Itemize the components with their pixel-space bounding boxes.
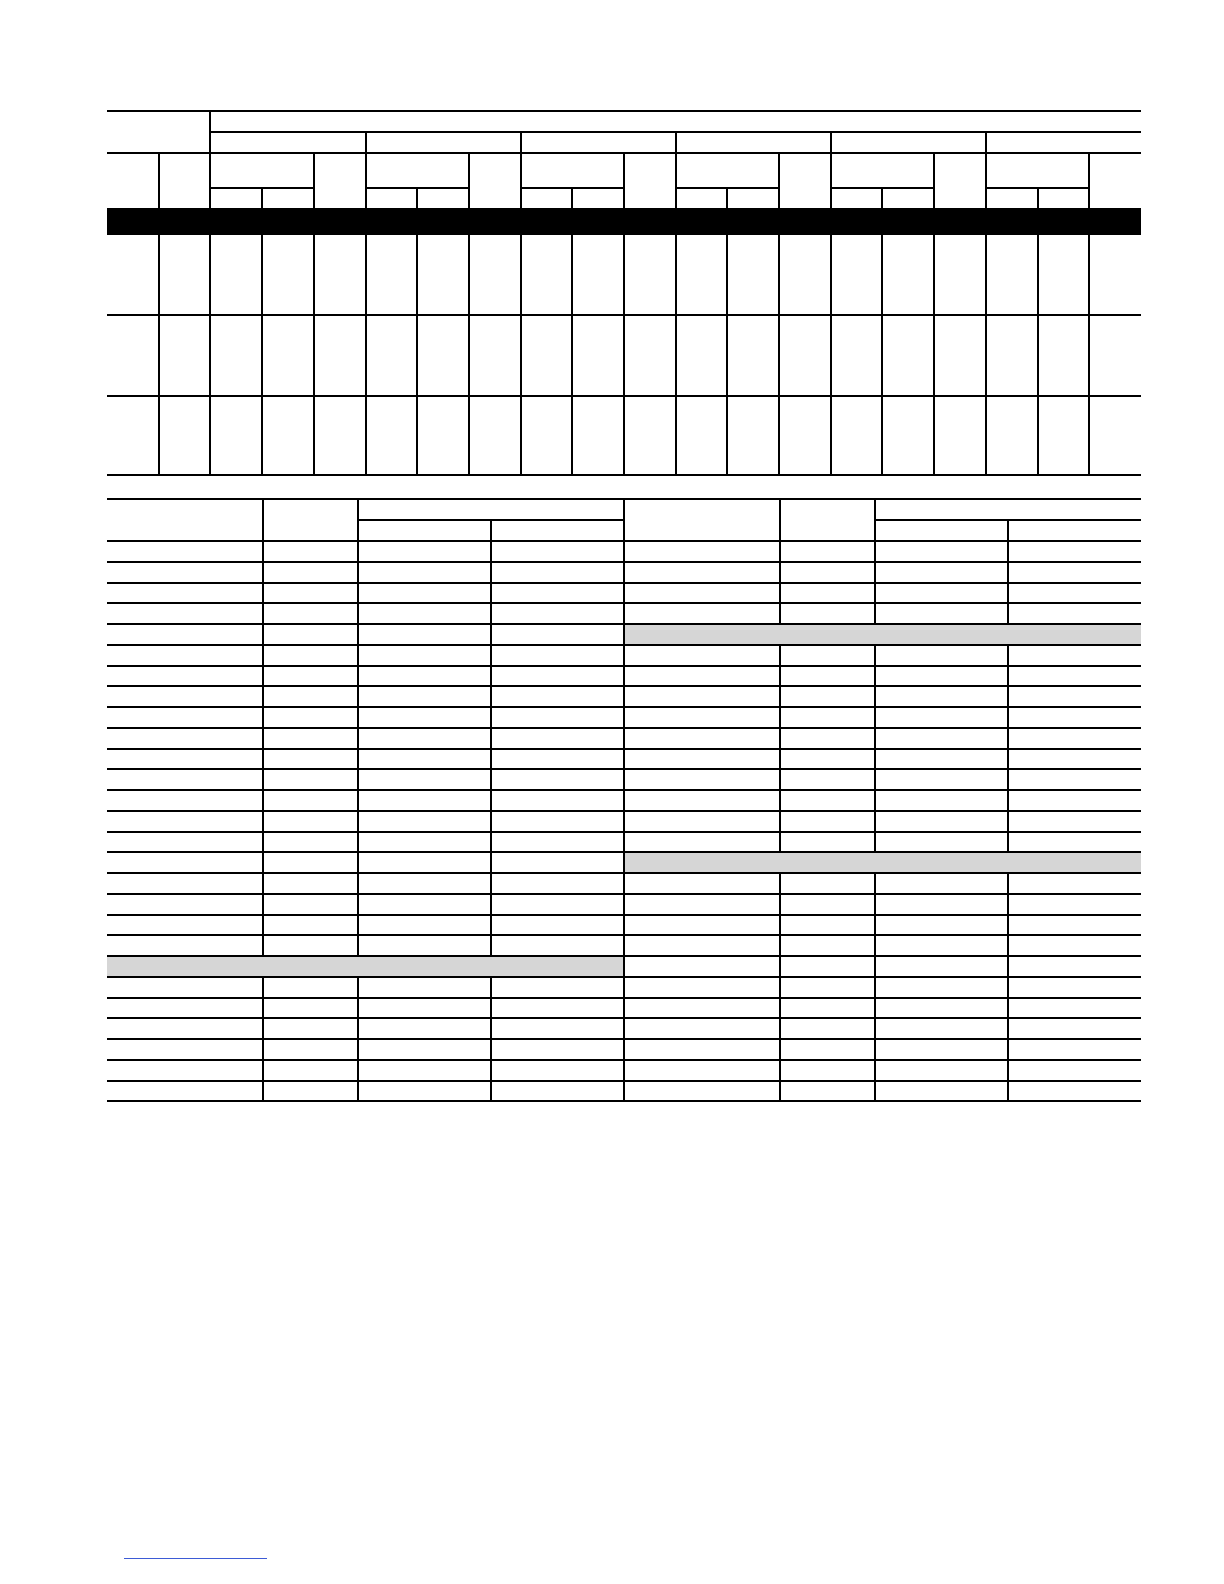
bottom-right-col-rule xyxy=(874,1059,876,1080)
bottom-header-separator xyxy=(874,498,876,540)
subgroup-separator xyxy=(1088,152,1090,208)
top-table-body-col-rule xyxy=(933,235,935,475)
bottom-left-col-rule xyxy=(262,934,264,955)
bottom-left-col-rule xyxy=(357,561,359,582)
table-row xyxy=(107,914,1141,916)
bottom-right-col-rule xyxy=(1007,955,1009,976)
bottom-left-col-rule xyxy=(262,748,264,769)
bottom-left-col-rule xyxy=(262,789,264,810)
top-table-body-col-rule xyxy=(778,235,780,475)
bottom-middle-rule xyxy=(623,1080,625,1101)
bottom-left-col-rule xyxy=(357,976,359,997)
bottom-right-col-rule xyxy=(779,1017,781,1038)
bottom-right-col-rule xyxy=(1007,997,1009,1018)
table-row xyxy=(107,685,1141,687)
bottom-middle-rule xyxy=(623,623,625,644)
table-row xyxy=(107,1080,1141,1082)
bottom-left-col-rule xyxy=(262,810,264,831)
bottom-right-col-rule xyxy=(779,706,781,727)
bottom-right-col-rule xyxy=(874,810,876,831)
bottom-right-col-rule xyxy=(779,748,781,769)
bottom-middle-rule xyxy=(623,997,625,1018)
bottom-middle-rule xyxy=(623,851,625,872)
bottom-right-col-rule xyxy=(874,789,876,810)
bottom-middle-rule xyxy=(623,727,625,748)
table-row xyxy=(107,997,1141,999)
top-table-body-col-rule xyxy=(571,235,573,475)
top-table-body-col-rule xyxy=(1088,235,1090,475)
bottom-right-col-rule xyxy=(1007,727,1009,748)
bottom-left-col-rule xyxy=(357,768,359,789)
top-table-body-col-rule xyxy=(520,235,522,475)
bottom-right-col-rule xyxy=(874,727,876,748)
bottom-left-col-rule xyxy=(262,1038,264,1059)
bottom-right-col-rule xyxy=(1007,582,1009,603)
bottom-right-col-rule xyxy=(779,1038,781,1059)
bottom-left-col-rule xyxy=(357,1059,359,1080)
bottom-middle-rule xyxy=(623,665,625,686)
bottom-right-col-rule xyxy=(874,893,876,914)
bottom-left-col-rule xyxy=(262,1017,264,1038)
bottom-left-col-rule xyxy=(357,685,359,706)
bottom-left-col-rule xyxy=(357,934,359,955)
bottom-middle-rule xyxy=(623,582,625,603)
bottom-left-col-rule xyxy=(490,768,492,789)
bottom-right-col-rule xyxy=(779,872,781,893)
bottom-right-col-rule xyxy=(1007,1017,1009,1038)
bottom-left-col-rule xyxy=(490,727,492,748)
bottom-right-col-rule xyxy=(779,665,781,686)
bottom-left-col-rule xyxy=(490,934,492,955)
bottom-right-col-rule xyxy=(1007,934,1009,955)
bottom-left-col-rule xyxy=(262,602,264,623)
bottom-left-col-rule xyxy=(490,1017,492,1038)
top-table-header-band xyxy=(107,208,1141,235)
top-table-body-col-rule xyxy=(468,235,470,475)
bottom-right-col-rule xyxy=(1007,540,1009,561)
bottom-left-col-rule xyxy=(490,831,492,852)
table-row xyxy=(107,706,1141,708)
bottom-right-col-rule xyxy=(779,955,781,976)
bottom-left-col-rule xyxy=(262,685,264,706)
bottom-left-col-rule xyxy=(357,997,359,1018)
bottom-middle-rule xyxy=(623,602,625,623)
bottom-left-col-rule xyxy=(490,789,492,810)
bottom-left-col-rule xyxy=(490,872,492,893)
bottom-header-separator xyxy=(262,498,264,540)
bottom-right-col-rule xyxy=(1007,810,1009,831)
bottom-left-col-rule xyxy=(490,893,492,914)
table-row xyxy=(107,976,1141,978)
top-table-body-col-rule xyxy=(261,235,263,475)
bottom-left-col-rule xyxy=(357,893,359,914)
table-row xyxy=(107,748,1141,750)
subgroup-separator xyxy=(313,152,315,208)
bottom-middle-rule xyxy=(623,955,625,976)
bottom-left-col-rule xyxy=(262,665,264,686)
bottom-middle-rule xyxy=(623,1017,625,1038)
top-table-body-col-rule xyxy=(209,235,211,475)
top-table-body-col-rule xyxy=(985,235,987,475)
bottom-left-col-rule xyxy=(262,644,264,665)
table-row xyxy=(107,540,1141,542)
bottom-middle-rule xyxy=(623,768,625,789)
bottom-left-col-rule xyxy=(262,872,264,893)
bottom-left-col-rule xyxy=(490,685,492,706)
bottom-left-col-rule xyxy=(262,768,264,789)
bottom-middle-rule xyxy=(623,976,625,997)
top-table-col-rule xyxy=(209,110,211,208)
bottom-middle-rule xyxy=(623,893,625,914)
bottom-left-col-rule xyxy=(357,582,359,603)
table-row xyxy=(107,623,1141,625)
bottom-right-col-rule xyxy=(1007,685,1009,706)
table-row xyxy=(107,644,1141,646)
bottom-left-col-rule xyxy=(357,623,359,644)
top-table-body-col-rule xyxy=(623,235,625,475)
subheader-separator xyxy=(726,187,728,208)
bottom-right-col-rule xyxy=(874,997,876,1018)
group-separator xyxy=(830,131,832,208)
bottom-right-col-rule xyxy=(874,934,876,955)
table-row xyxy=(107,768,1141,770)
bottom-left-col-rule xyxy=(490,748,492,769)
subgroup-separator xyxy=(778,152,780,208)
bottom-header-separator xyxy=(779,498,781,540)
bottom-right-col-rule xyxy=(1007,831,1009,852)
bottom-left-col-rule xyxy=(490,1080,492,1101)
table-row xyxy=(107,1038,1141,1040)
bottom-right-col-rule xyxy=(779,789,781,810)
bottom-middle-rule xyxy=(623,810,625,831)
bottom-right-col-rule xyxy=(779,934,781,955)
bottom-right-col-rule xyxy=(1007,872,1009,893)
bottom-middle-rule xyxy=(623,685,625,706)
bottom-left-col-rule xyxy=(357,602,359,623)
bottom-right-col-rule xyxy=(1007,893,1009,914)
top-table-body-col-rule xyxy=(675,235,677,475)
top-table-body-col-rule xyxy=(881,235,883,475)
bottom-right-col-rule xyxy=(874,602,876,623)
bottom-left-col-rule xyxy=(262,1080,264,1101)
bottom-right-col-rule xyxy=(874,540,876,561)
bottom-left-col-rule xyxy=(262,1059,264,1080)
bottom-left-col-rule xyxy=(262,582,264,603)
bottom-right-col-rule xyxy=(779,768,781,789)
table-row xyxy=(107,789,1141,791)
left-section-band xyxy=(107,957,624,976)
bottom-right-col-rule xyxy=(1007,976,1009,997)
group-separator xyxy=(675,131,677,208)
bottom-right-col-rule xyxy=(1007,1038,1009,1059)
bottom-left-col-rule xyxy=(262,727,264,748)
table-row xyxy=(107,1017,1141,1019)
bottom-right-col-rule xyxy=(874,748,876,769)
bottom-right-col-rule xyxy=(779,810,781,831)
bottom-right-col-rule xyxy=(779,602,781,623)
group-separator xyxy=(985,131,987,208)
bottom-header-separator xyxy=(490,519,492,540)
table-row xyxy=(107,1059,1141,1061)
bottom-right-col-rule xyxy=(1007,1080,1009,1101)
bottom-right-col-rule xyxy=(874,831,876,852)
bottom-middle-rule xyxy=(623,789,625,810)
bottom-header-separator xyxy=(623,498,625,540)
bottom-right-col-rule xyxy=(779,540,781,561)
bottom-left-col-rule xyxy=(262,997,264,1018)
bottom-middle-rule xyxy=(623,748,625,769)
bottom-right-col-rule xyxy=(779,727,781,748)
bottom-left-col-rule xyxy=(357,1038,359,1059)
bottom-middle-rule xyxy=(623,934,625,955)
bottom-right-col-rule xyxy=(874,1080,876,1101)
subheader-separator xyxy=(416,187,418,208)
bottom-right-col-rule xyxy=(1007,748,1009,769)
bottom-left-col-rule xyxy=(262,623,264,644)
bottom-left-col-rule xyxy=(490,1038,492,1059)
bottom-right-col-rule xyxy=(779,976,781,997)
bottom-left-col-rule xyxy=(262,914,264,935)
bottom-right-col-rule xyxy=(874,582,876,603)
bottom-right-col-rule xyxy=(779,914,781,935)
bottom-left-col-rule xyxy=(357,706,359,727)
bottom-left-col-rule xyxy=(490,665,492,686)
bottom-right-col-rule xyxy=(874,1017,876,1038)
bottom-right-col-rule xyxy=(1007,789,1009,810)
bottom-middle-rule xyxy=(623,561,625,582)
table-row xyxy=(107,561,1141,563)
bottom-table-bottom-rule xyxy=(107,1100,1141,1102)
bottom-middle-rule xyxy=(623,1059,625,1080)
bottom-right-col-rule xyxy=(874,665,876,686)
bottom-right-col-rule xyxy=(874,955,876,976)
table-row xyxy=(107,934,1141,936)
bottom-left-col-rule xyxy=(490,623,492,644)
bottom-left-col-rule xyxy=(357,1017,359,1038)
bottom-right-col-rule xyxy=(874,872,876,893)
group-separator xyxy=(520,131,522,208)
top-table-body-col-rule xyxy=(365,235,367,475)
bottom-right-col-rule xyxy=(874,914,876,935)
right-section-band xyxy=(624,853,1141,872)
subheader-separator xyxy=(261,187,263,208)
bottom-right-col-rule xyxy=(874,976,876,997)
bottom-left-col-rule xyxy=(490,561,492,582)
bottom-right-col-rule xyxy=(874,644,876,665)
bottom-right-col-rule xyxy=(1007,561,1009,582)
table-row xyxy=(107,955,1141,957)
bottom-left-col-rule xyxy=(357,540,359,561)
bottom-left-col-rule xyxy=(357,789,359,810)
bottom-right-col-rule xyxy=(779,644,781,665)
bottom-right-col-rule xyxy=(1007,1059,1009,1080)
bottom-left-col-rule xyxy=(490,706,492,727)
bottom-right-col-rule xyxy=(1007,768,1009,789)
bottom-left-col-rule xyxy=(357,851,359,872)
bottom-right-col-rule xyxy=(874,768,876,789)
bottom-right-col-rule xyxy=(1007,602,1009,623)
subheader-separator xyxy=(881,187,883,208)
bottom-left-col-rule xyxy=(490,540,492,561)
table-row xyxy=(107,602,1141,604)
bottom-right-col-rule xyxy=(779,685,781,706)
bottom-right-col-rule xyxy=(1007,644,1009,665)
bottom-left-col-rule xyxy=(357,1080,359,1101)
right-section-band xyxy=(624,625,1141,644)
top-table-body-col-rule xyxy=(1037,235,1039,475)
bottom-right-col-rule xyxy=(779,893,781,914)
bottom-left-col-rule xyxy=(490,810,492,831)
bottom-left-col-rule xyxy=(490,602,492,623)
bottom-left-col-rule xyxy=(262,561,264,582)
table-row xyxy=(107,831,1141,833)
bottom-right-col-rule xyxy=(1007,914,1009,935)
bottom-header-separator xyxy=(1007,519,1009,540)
top-table-body-col-rule xyxy=(726,235,728,475)
bottom-right-col-rule xyxy=(779,582,781,603)
bottom-left-col-rule xyxy=(357,644,359,665)
top-table-top-rule xyxy=(107,110,1141,112)
bottom-middle-rule xyxy=(623,1038,625,1059)
bottom-left-col-rule xyxy=(262,851,264,872)
bottom-right-col-rule xyxy=(874,1038,876,1059)
bottom-right-col-rule xyxy=(1007,665,1009,686)
subheader-separator xyxy=(1037,187,1039,208)
bottom-right-col-rule xyxy=(874,685,876,706)
bottom-left-col-rule xyxy=(262,540,264,561)
bottom-right-col-rule xyxy=(779,1080,781,1101)
bottom-left-col-rule xyxy=(490,976,492,997)
bottom-right-col-rule xyxy=(779,831,781,852)
bottom-left-col-rule xyxy=(262,893,264,914)
table-row xyxy=(107,727,1141,729)
top-table-body-col-rule xyxy=(313,235,315,475)
bottom-right-col-rule xyxy=(1007,706,1009,727)
bottom-right-col-rule xyxy=(779,997,781,1018)
bottom-middle-rule xyxy=(623,872,625,893)
group-separator xyxy=(365,131,367,208)
footer-link-rule xyxy=(124,1558,267,1559)
bottom-right-col-rule xyxy=(874,561,876,582)
bottom-left-col-rule xyxy=(357,872,359,893)
bottom-left-col-rule xyxy=(490,997,492,1018)
bottom-left-col-rule xyxy=(357,748,359,769)
top-table-body-col-rule xyxy=(830,235,832,475)
bottom-left-col-rule xyxy=(490,644,492,665)
table-row xyxy=(107,893,1141,895)
subgroup-separator xyxy=(468,152,470,208)
bottom-middle-rule xyxy=(623,644,625,665)
subgroup-separator xyxy=(623,152,625,208)
bottom-left-col-rule xyxy=(357,665,359,686)
bottom-right-col-rule xyxy=(779,561,781,582)
bottom-middle-rule xyxy=(623,914,625,935)
bottom-right-col-rule xyxy=(779,1059,781,1080)
subheader-separator xyxy=(571,187,573,208)
bottom-left-col-rule xyxy=(490,582,492,603)
bottom-left-col-rule xyxy=(357,914,359,935)
bottom-middle-rule xyxy=(623,706,625,727)
bottom-left-col-rule xyxy=(262,706,264,727)
subgroup-separator xyxy=(933,152,935,208)
table-row xyxy=(107,851,1141,853)
bottom-left-col-rule xyxy=(357,727,359,748)
table-row xyxy=(107,582,1141,584)
bottom-right-col-rule xyxy=(874,706,876,727)
table-row xyxy=(107,810,1141,812)
bottom-left-col-rule xyxy=(357,810,359,831)
bottom-left-col-rule xyxy=(262,976,264,997)
bottom-left-col-rule xyxy=(490,1059,492,1080)
table-row xyxy=(107,665,1141,667)
top-table-body-col-rule xyxy=(416,235,418,475)
bottom-left-col-rule xyxy=(490,851,492,872)
top-table-col-rule xyxy=(158,152,160,208)
bottom-left-col-rule xyxy=(357,831,359,852)
table-row xyxy=(107,872,1141,874)
bottom-middle-rule xyxy=(623,831,625,852)
top-table-body-col-rule xyxy=(158,235,160,475)
bottom-left-col-rule xyxy=(262,831,264,852)
bottom-middle-rule xyxy=(623,540,625,561)
bottom-header-separator xyxy=(357,498,359,540)
bottom-left-col-rule xyxy=(490,914,492,935)
